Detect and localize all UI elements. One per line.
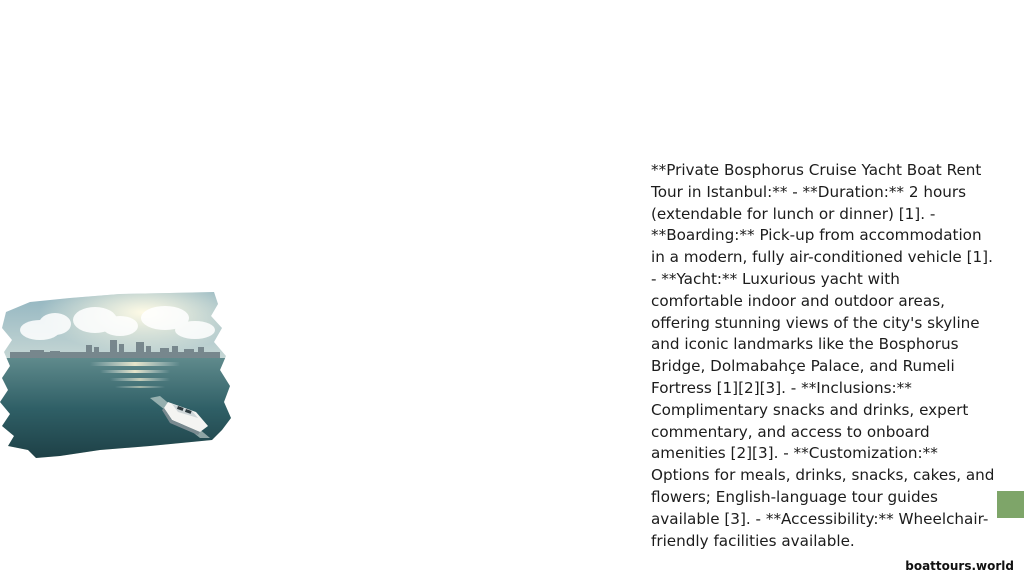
yacht-cityscape-image (0, 290, 232, 460)
accent-square (997, 491, 1024, 518)
site-brand-label: boattours.world (899, 557, 1018, 576)
article-body: **Private Bosphorus Cruise Yacht Boat Rent Tour in Istanbul:** - **Duration:** 2 hours (extendable for lunch or dinner) [1]. - **Boarding:** Pick-up from accommodation in a modern, fully air-conditioned vehicle [1]. - **Yacht:** Luxurious yacht with comfortable indoor and outdoor areas, offering stunning views of the city's skyline and iconic landmarks like the Bosphorus Bridge, Dolmabahçe Palace, and Rumeli Fortress [1][2][3]. - **Inclusions:** Complimentary snacks and drinks, expert commentary, and access to onboard amenities [2][3]. - **Customization:** Options for meals, drinks, snacks, cakes, and flowers; English-language tour guides available [3]. - **Accessibility:** Wheelchair-friendly facilities available. (651, 161, 995, 550)
yacht-cityscape-graphic (0, 290, 232, 460)
